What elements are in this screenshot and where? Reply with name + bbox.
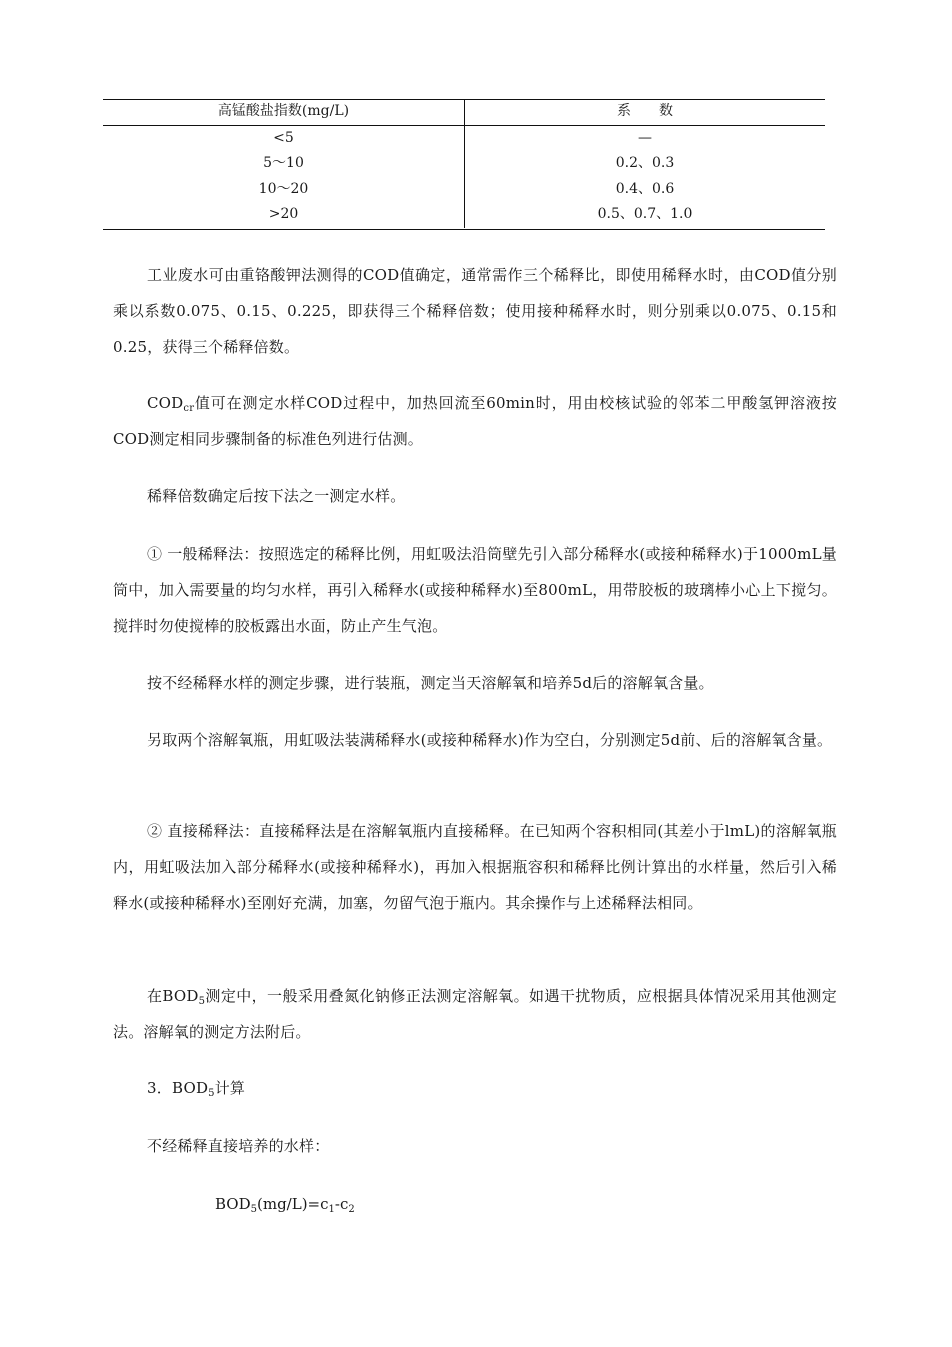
table-cell: <5 <box>103 125 465 151</box>
paragraph-codcr-estimate: $COD_{cr}$值可在测定水样COD过程中，加热回流至60min时，用由校核试验的邻苯二甲酸氢钾溶液按COD测定相同步骤制备的标准色列进行估测。 <box>113 394 837 448</box>
paragraph-general-dilution: ① 一般稀释法：按照选定的稀释比例，用虹吸法沿筒壁先引入部分稀释水(或接种稀释水)于1000mL量筒中，加入需要量的均匀水样，再引入稀释水(或接种稀释水)至800mL，用带胶板的玻璃棒小心上下搅匀。搅拌时勿使搅棒的胶板露出水面，防止产生气泡。 <box>113 545 837 635</box>
formula-bod5: $BOD_5(mg/L)=c_1-c_2$ <box>215 1195 355 1215</box>
paragraph-direct-dilution: ② 直接稀释法：直接稀释法是在溶解氧瓶内直接稀释。在已知两个容积相同(其差小于lmL)的溶解氧瓶内，用虹吸法加入部分稀释水(或接种稀释水)，再加入根据瓶容积和稀释比例计算出的水样量，然后引入稀释水(或接种稀释水)至刚好充满，加塞，勿留气泡于瓶内。其余操作与上述稀释法相同。 <box>113 822 837 912</box>
table-cell: >20 <box>103 202 465 228</box>
table-cell: 10～20 <box>103 177 465 203</box>
table-cell: — <box>638 129 652 146</box>
paragraph-blank: 另取两个溶解氧瓶，用虹吸法装满稀释水(或接种稀释水)作为空白，分别测定5d前、后的溶解氧含量。 <box>147 731 833 749</box>
paragraph-method-intro: 稀释倍数确定后按下法之一测定水样。 <box>147 487 406 505</box>
table-header-cell: 高锰酸盐指数(mg/L) <box>103 99 465 125</box>
table-header-row <box>103 99 825 125</box>
paragraph-bottling: 按不经稀释水样的测定步骤，进行装瓶，测定当天溶解氧和培养5d后的溶解氧含量。 <box>147 674 714 692</box>
table-cell: 0.4、0.6 <box>615 180 675 197</box>
table-cell: 5～10 <box>103 151 465 177</box>
paragraph-dilution-cod: 工业废水可由重铬酸钾法测得的COD值确定，通常需作三个稀释比，即使用稀释水时，由COD值分别乘以系数0.075、0.15、0.225，即获得三个稀释倍数；使用接种稀释水时，则分别乘以0.075、0.15和0.25，获得三个稀释倍数。 <box>113 266 837 356</box>
section-heading-bod5-calc: 3．$BOD_5$计算 <box>147 1079 246 1099</box>
table-bottom-rule <box>103 229 825 230</box>
paragraph-do-method: 在$BOD_5$测定中，一般采用叠氮化钠修正法测定溶解氧。如遇干扰物质，应根据具体情况采用其他测定法。溶解氧的测定方法附后。 <box>113 987 837 1041</box>
table-cell: 0.5、0.7、1.0 <box>597 206 693 222</box>
table-cell: 0.2、0.3 <box>615 155 675 171</box>
table-row <box>103 177 825 203</box>
table-header-cell: 系 数 <box>465 99 826 125</box>
table-row <box>103 125 825 151</box>
table-row <box>103 202 825 228</box>
coefficient-table <box>103 99 825 228</box>
paragraph-undiluted: 不经稀释直接培养的水样： <box>147 1137 330 1155</box>
table-row <box>103 151 825 177</box>
